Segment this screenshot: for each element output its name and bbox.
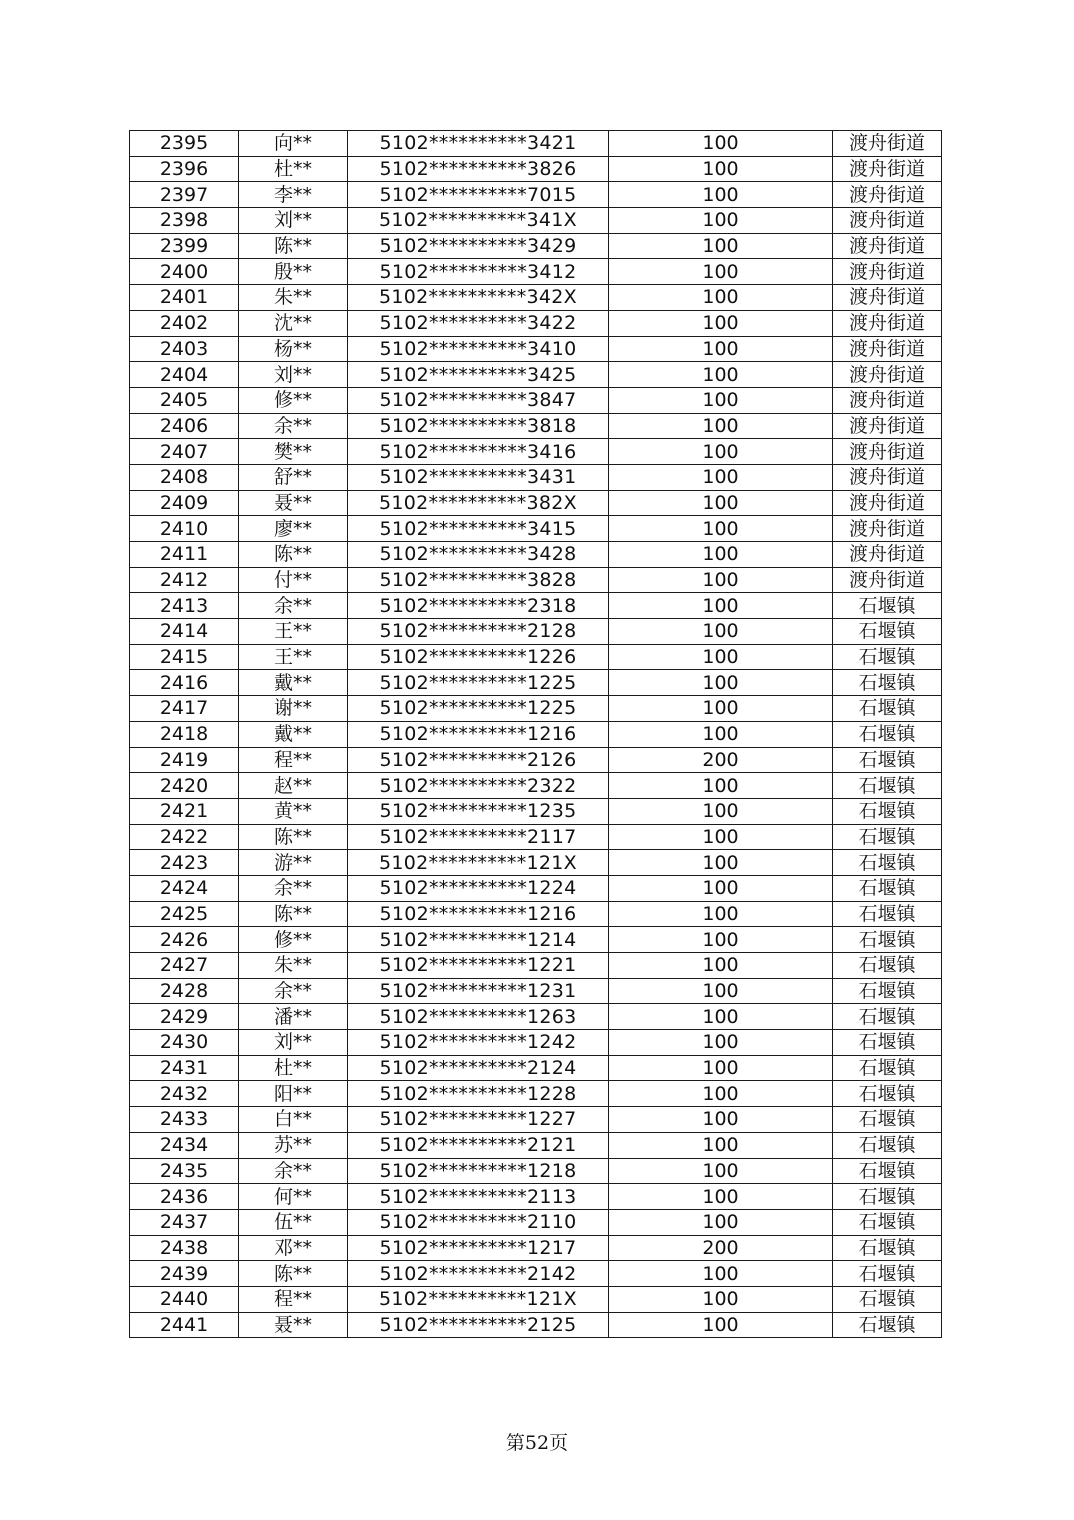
- amount-cell: 100: [609, 824, 833, 850]
- area-cell: 渡舟街道: [833, 362, 942, 388]
- area-cell: 石堰镇: [833, 1261, 942, 1287]
- id-number-cell: 5102**********2125: [348, 1312, 609, 1338]
- serial-number-cell: 2400: [130, 259, 239, 285]
- id-number-cell: 5102**********121X: [348, 1286, 609, 1312]
- area-cell: 石堰镇: [833, 1081, 942, 1107]
- table-row: [130, 747, 942, 773]
- amount-cell: 100: [609, 1184, 833, 1210]
- amount-cell: 100: [609, 259, 833, 285]
- table-row: [130, 1209, 942, 1235]
- id-number-cell: 5102**********1235: [348, 798, 609, 824]
- serial-number-cell: 2420: [130, 773, 239, 799]
- page-number: 第52页: [505, 1432, 569, 1454]
- name-cell: 朱**: [239, 953, 348, 979]
- table-row: [130, 336, 942, 362]
- id-number-cell: 5102**********2110: [348, 1209, 609, 1235]
- amount-cell: 100: [609, 1081, 833, 1107]
- id-number-cell: 5102**********342X: [348, 285, 609, 311]
- id-number-cell: 5102**********3410: [348, 336, 609, 362]
- area-cell: 石堰镇: [833, 1209, 942, 1235]
- amount-cell: 100: [609, 721, 833, 747]
- table-row: [130, 439, 942, 465]
- serial-number-cell: 2397: [130, 182, 239, 208]
- name-cell: 潘**: [239, 1004, 348, 1030]
- serial-number-cell: 2436: [130, 1184, 239, 1210]
- table-row: [130, 644, 942, 670]
- id-number-cell: 5102**********3847: [348, 387, 609, 413]
- table-row: [130, 850, 942, 876]
- serial-number-cell: 2406: [130, 413, 239, 439]
- amount-cell: 100: [609, 644, 833, 670]
- id-number-cell: 5102**********3412: [348, 259, 609, 285]
- area-cell: 石堰镇: [833, 670, 942, 696]
- serial-number-cell: 2438: [130, 1235, 239, 1261]
- amount-cell: 100: [609, 131, 833, 157]
- id-number-cell: 5102**********2142: [348, 1261, 609, 1287]
- name-cell: 刘**: [239, 208, 348, 234]
- area-cell: 石堰镇: [833, 721, 942, 747]
- area-cell: 渡舟街道: [833, 387, 942, 413]
- id-number-cell: 5102**********2322: [348, 773, 609, 799]
- amount-cell: 100: [609, 336, 833, 362]
- table-row: [130, 285, 942, 311]
- amount-cell: 100: [609, 362, 833, 388]
- serial-number-cell: 2412: [130, 567, 239, 593]
- table-row: [130, 619, 942, 645]
- area-cell: 石堰镇: [833, 1132, 942, 1158]
- serial-number-cell: 2409: [130, 490, 239, 516]
- serial-number-cell: 2407: [130, 439, 239, 465]
- id-number-cell: 5102**********3422: [348, 310, 609, 336]
- name-cell: 白**: [239, 1107, 348, 1133]
- area-cell: 石堰镇: [833, 1286, 942, 1312]
- amount-cell: 100: [609, 901, 833, 927]
- id-number-cell: 5102**********3429: [348, 233, 609, 259]
- id-number-cell: 5102**********2124: [348, 1055, 609, 1081]
- id-number-cell: 5102**********7015: [348, 182, 609, 208]
- serial-number-cell: 2402: [130, 310, 239, 336]
- area-cell: 渡舟街道: [833, 336, 942, 362]
- serial-number-cell: 2396: [130, 156, 239, 182]
- area-cell: 石堰镇: [833, 798, 942, 824]
- area-cell: 渡舟街道: [833, 131, 942, 157]
- id-number-cell: 5102**********1225: [348, 696, 609, 722]
- table-row: [130, 824, 942, 850]
- amount-cell: 100: [609, 619, 833, 645]
- serial-number-cell: 2433: [130, 1107, 239, 1133]
- table-row: [130, 156, 942, 182]
- area-cell: 渡舟街道: [833, 182, 942, 208]
- id-number-cell: 5102**********1221: [348, 953, 609, 979]
- table-row: [130, 131, 942, 157]
- serial-number-cell: 2417: [130, 696, 239, 722]
- table-row: [130, 413, 942, 439]
- serial-number-cell: 2418: [130, 721, 239, 747]
- id-number-cell: 5102**********1225: [348, 670, 609, 696]
- name-cell: 阳**: [239, 1081, 348, 1107]
- name-cell: 何**: [239, 1184, 348, 1210]
- name-cell: 游**: [239, 850, 348, 876]
- serial-number-cell: 2408: [130, 464, 239, 490]
- amount-cell: 100: [609, 978, 833, 1004]
- amount-cell: 100: [609, 1209, 833, 1235]
- table-row: [130, 464, 942, 490]
- id-number-cell: 5102**********1226: [348, 644, 609, 670]
- amount-cell: 100: [609, 875, 833, 901]
- name-cell: 陈**: [239, 233, 348, 259]
- table-row: [130, 1004, 942, 1030]
- serial-number-cell: 2416: [130, 670, 239, 696]
- name-cell: 陈**: [239, 542, 348, 568]
- amount-cell: 100: [609, 1055, 833, 1081]
- table-row: [130, 773, 942, 799]
- serial-number-cell: 2434: [130, 1132, 239, 1158]
- id-number-cell: 5102**********1263: [348, 1004, 609, 1030]
- area-cell: 石堰镇: [833, 1184, 942, 1210]
- serial-number-cell: 2422: [130, 824, 239, 850]
- table-row: [130, 1312, 942, 1338]
- name-cell: 刘**: [239, 1030, 348, 1056]
- amount-cell: 100: [609, 208, 833, 234]
- table-row: [130, 1081, 942, 1107]
- table-row: [130, 516, 942, 542]
- table-row: [130, 798, 942, 824]
- area-cell: 石堰镇: [833, 1030, 942, 1056]
- serial-number-cell: 2403: [130, 336, 239, 362]
- id-number-cell: 5102**********1216: [348, 901, 609, 927]
- table-row: [130, 978, 942, 1004]
- name-cell: 黄**: [239, 798, 348, 824]
- amount-cell: 100: [609, 516, 833, 542]
- amount-cell: 100: [609, 1030, 833, 1056]
- name-cell: 余**: [239, 413, 348, 439]
- name-cell: 杜**: [239, 1055, 348, 1081]
- table-row: [130, 1030, 942, 1056]
- amount-cell: 100: [609, 1312, 833, 1338]
- name-cell: 李**: [239, 182, 348, 208]
- table-row: [130, 208, 942, 234]
- serial-number-cell: 2424: [130, 875, 239, 901]
- serial-number-cell: 2398: [130, 208, 239, 234]
- name-cell: 戴**: [239, 670, 348, 696]
- name-cell: 聂**: [239, 1312, 348, 1338]
- amount-cell: 100: [609, 670, 833, 696]
- area-cell: 渡舟街道: [833, 542, 942, 568]
- serial-number-cell: 2404: [130, 362, 239, 388]
- name-cell: 舒**: [239, 464, 348, 490]
- amount-cell: 100: [609, 182, 833, 208]
- name-cell: 赵**: [239, 773, 348, 799]
- name-cell: 余**: [239, 1158, 348, 1184]
- amount-cell: 100: [609, 285, 833, 311]
- serial-number-cell: 2432: [130, 1081, 239, 1107]
- area-cell: 石堰镇: [833, 953, 942, 979]
- serial-number-cell: 2435: [130, 1158, 239, 1184]
- amount-cell: 100: [609, 439, 833, 465]
- area-cell: 渡舟街道: [833, 259, 942, 285]
- id-number-cell: 5102**********1231: [348, 978, 609, 1004]
- area-cell: 渡舟街道: [833, 285, 942, 311]
- area-cell: 渡舟街道: [833, 567, 942, 593]
- amount-cell: 100: [609, 567, 833, 593]
- table-row: [130, 1158, 942, 1184]
- name-cell: 杨**: [239, 336, 348, 362]
- name-cell: 余**: [239, 593, 348, 619]
- serial-number-cell: 2414: [130, 619, 239, 645]
- id-number-cell: 5102**********2117: [348, 824, 609, 850]
- serial-number-cell: 2405: [130, 387, 239, 413]
- id-number-cell: 5102**********3421: [348, 131, 609, 157]
- name-cell: 杜**: [239, 156, 348, 182]
- name-cell: 邓**: [239, 1235, 348, 1261]
- amount-cell: 100: [609, 1286, 833, 1312]
- serial-number-cell: 2440: [130, 1286, 239, 1312]
- table-row: [130, 542, 942, 568]
- serial-number-cell: 2413: [130, 593, 239, 619]
- name-cell: 樊**: [239, 439, 348, 465]
- name-cell: 修**: [239, 387, 348, 413]
- table-row: [130, 567, 942, 593]
- id-number-cell: 5102**********121X: [348, 850, 609, 876]
- name-cell: 陈**: [239, 1261, 348, 1287]
- name-cell: 程**: [239, 747, 348, 773]
- id-number-cell: 5102**********2318: [348, 593, 609, 619]
- amount-cell: 100: [609, 798, 833, 824]
- serial-number-cell: 2423: [130, 850, 239, 876]
- table-row: [130, 1261, 942, 1287]
- serial-number-cell: 2395: [130, 131, 239, 157]
- area-cell: 渡舟街道: [833, 464, 942, 490]
- amount-cell: 100: [609, 542, 833, 568]
- serial-number-cell: 2437: [130, 1209, 239, 1235]
- table-row: [130, 233, 942, 259]
- serial-number-cell: 2426: [130, 927, 239, 953]
- area-cell: 渡舟街道: [833, 233, 942, 259]
- serial-number-cell: 2411: [130, 542, 239, 568]
- amount-cell: 100: [609, 156, 833, 182]
- id-number-cell: 5102**********1217: [348, 1235, 609, 1261]
- id-number-cell: 5102**********1242: [348, 1030, 609, 1056]
- serial-number-cell: 2428: [130, 978, 239, 1004]
- serial-number-cell: 2430: [130, 1030, 239, 1056]
- area-cell: 渡舟街道: [833, 516, 942, 542]
- serial-number-cell: 2419: [130, 747, 239, 773]
- amount-cell: 200: [609, 747, 833, 773]
- area-cell: 石堰镇: [833, 1107, 942, 1133]
- id-number-cell: 5102**********3415: [348, 516, 609, 542]
- serial-number-cell: 2421: [130, 798, 239, 824]
- area-cell: 石堰镇: [833, 1004, 942, 1030]
- table-row: [130, 387, 942, 413]
- name-cell: 陈**: [239, 824, 348, 850]
- name-cell: 王**: [239, 619, 348, 645]
- area-cell: 石堰镇: [833, 1312, 942, 1338]
- area-cell: 石堰镇: [833, 747, 942, 773]
- amount-cell: 100: [609, 1261, 833, 1287]
- name-cell: 苏**: [239, 1132, 348, 1158]
- area-cell: 渡舟街道: [833, 413, 942, 439]
- area-cell: 石堰镇: [833, 619, 942, 645]
- amount-cell: 100: [609, 413, 833, 439]
- id-number-cell: 5102**********3416: [348, 439, 609, 465]
- serial-number-cell: 2441: [130, 1312, 239, 1338]
- table-row: [130, 1286, 942, 1312]
- area-cell: 石堰镇: [833, 824, 942, 850]
- table-row: [130, 953, 942, 979]
- table-row: [130, 721, 942, 747]
- name-cell: 殷**: [239, 259, 348, 285]
- id-number-cell: 5102**********3425: [348, 362, 609, 388]
- area-cell: 石堰镇: [833, 773, 942, 799]
- amount-cell: 100: [609, 593, 833, 619]
- name-cell: 伍**: [239, 1209, 348, 1235]
- table-row: [130, 927, 942, 953]
- table-row: [130, 1132, 942, 1158]
- table-row: [130, 696, 942, 722]
- name-cell: 修**: [239, 927, 348, 953]
- area-cell: 渡舟街道: [833, 439, 942, 465]
- serial-number-cell: 2401: [130, 285, 239, 311]
- name-cell: 向**: [239, 131, 348, 157]
- table-row: [130, 1184, 942, 1210]
- name-cell: 付**: [239, 567, 348, 593]
- table-row: [130, 490, 942, 516]
- table-row: [130, 259, 942, 285]
- id-number-cell: 5102**********3818: [348, 413, 609, 439]
- id-number-cell: 5102**********3431: [348, 464, 609, 490]
- amount-cell: 100: [609, 310, 833, 336]
- table-row: [130, 1107, 942, 1133]
- amount-cell: 100: [609, 464, 833, 490]
- serial-number-cell: 2439: [130, 1261, 239, 1287]
- table-row: [130, 182, 942, 208]
- table-row: [130, 1235, 942, 1261]
- name-cell: 朱**: [239, 285, 348, 311]
- name-cell: 程**: [239, 1286, 348, 1312]
- id-number-cell: 5102**********1214: [348, 927, 609, 953]
- area-cell: 石堰镇: [833, 696, 942, 722]
- amount-cell: 100: [609, 850, 833, 876]
- area-cell: 石堰镇: [833, 593, 942, 619]
- id-number-cell: 5102**********1216: [348, 721, 609, 747]
- table-row: [130, 1055, 942, 1081]
- records-table: [129, 130, 942, 1338]
- name-cell: 沈**: [239, 310, 348, 336]
- name-cell: 余**: [239, 875, 348, 901]
- amount-cell: 100: [609, 1158, 833, 1184]
- area-cell: 石堰镇: [833, 927, 942, 953]
- amount-cell: 100: [609, 696, 833, 722]
- id-number-cell: 5102**********3826: [348, 156, 609, 182]
- id-number-cell: 5102**********2113: [348, 1184, 609, 1210]
- serial-number-cell: 2410: [130, 516, 239, 542]
- amount-cell: 100: [609, 953, 833, 979]
- amount-cell: 100: [609, 1107, 833, 1133]
- name-cell: 聂**: [239, 490, 348, 516]
- area-cell: 石堰镇: [833, 1055, 942, 1081]
- area-cell: 石堰镇: [833, 644, 942, 670]
- amount-cell: 100: [609, 1132, 833, 1158]
- table-row: [130, 875, 942, 901]
- area-cell: 渡舟街道: [833, 208, 942, 234]
- area-cell: 石堰镇: [833, 901, 942, 927]
- area-cell: 石堰镇: [833, 850, 942, 876]
- id-number-cell: 5102**********2128: [348, 619, 609, 645]
- serial-number-cell: 2415: [130, 644, 239, 670]
- area-cell: 渡舟街道: [833, 310, 942, 336]
- table-row: [130, 670, 942, 696]
- area-cell: 石堰镇: [833, 1235, 942, 1261]
- name-cell: 余**: [239, 978, 348, 1004]
- area-cell: 石堰镇: [833, 875, 942, 901]
- name-cell: 谢**: [239, 696, 348, 722]
- id-number-cell: 5102**********2121: [348, 1132, 609, 1158]
- records-table-body: [130, 131, 942, 1338]
- table-row: [130, 362, 942, 388]
- table-row: [130, 901, 942, 927]
- serial-number-cell: 2399: [130, 233, 239, 259]
- amount-cell: 100: [609, 490, 833, 516]
- id-number-cell: 5102**********1228: [348, 1081, 609, 1107]
- area-cell: 石堰镇: [833, 978, 942, 1004]
- id-number-cell: 5102**********3428: [348, 542, 609, 568]
- id-number-cell: 5102**********341X: [348, 208, 609, 234]
- id-number-cell: 5102**********3828: [348, 567, 609, 593]
- id-number-cell: 5102**********1227: [348, 1107, 609, 1133]
- serial-number-cell: 2427: [130, 953, 239, 979]
- table-row: [130, 593, 942, 619]
- serial-number-cell: 2431: [130, 1055, 239, 1081]
- name-cell: 刘**: [239, 362, 348, 388]
- id-number-cell: 5102**********2126: [348, 747, 609, 773]
- id-number-cell: 5102**********382X: [348, 490, 609, 516]
- name-cell: 廖**: [239, 516, 348, 542]
- name-cell: 陈**: [239, 901, 348, 927]
- table-row: [130, 310, 942, 336]
- amount-cell: 100: [609, 233, 833, 259]
- id-number-cell: 5102**********1218: [348, 1158, 609, 1184]
- amount-cell: 200: [609, 1235, 833, 1261]
- id-number-cell: 5102**********1224: [348, 875, 609, 901]
- amount-cell: 100: [609, 387, 833, 413]
- amount-cell: 100: [609, 1004, 833, 1030]
- area-cell: 渡舟街道: [833, 156, 942, 182]
- amount-cell: 100: [609, 927, 833, 953]
- area-cell: 渡舟街道: [833, 490, 942, 516]
- name-cell: 戴**: [239, 721, 348, 747]
- name-cell: 王**: [239, 644, 348, 670]
- serial-number-cell: 2429: [130, 1004, 239, 1030]
- serial-number-cell: 2425: [130, 901, 239, 927]
- amount-cell: 100: [609, 773, 833, 799]
- area-cell: 石堰镇: [833, 1158, 942, 1184]
